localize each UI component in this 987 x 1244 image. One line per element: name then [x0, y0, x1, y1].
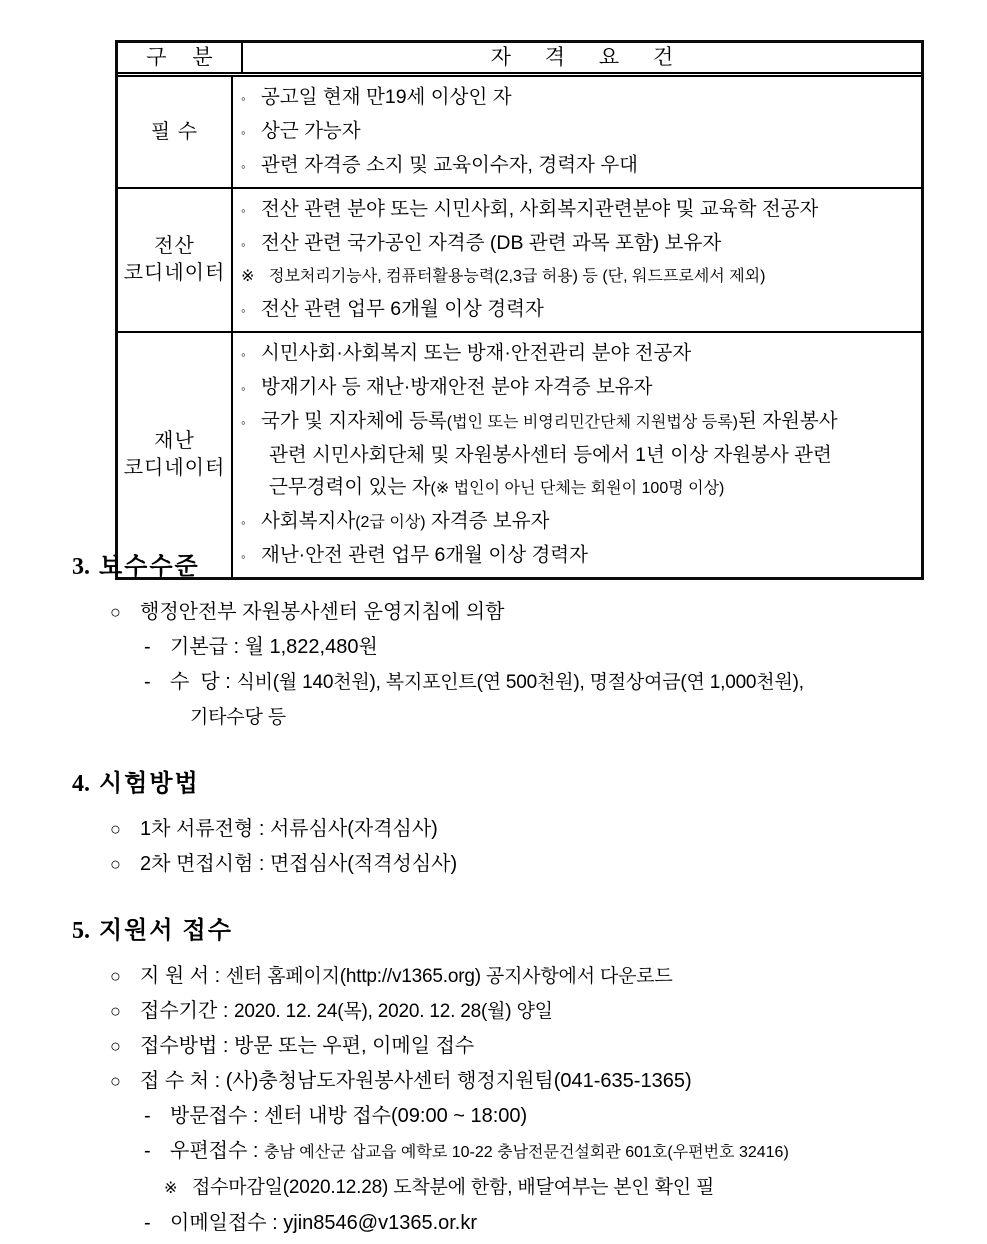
text-line [241, 293, 919, 327]
dash-marker: - [144, 1212, 151, 1234]
column-header-category: 구 분 [118, 43, 243, 72]
section-title: 지원서 접수 [99, 918, 233, 944]
section-number: 5. [72, 918, 90, 944]
text-run: 방문접수 : 센터 내방 접수(09:00 ~ 18:00) [170, 1105, 528, 1127]
row-label [118, 77, 233, 187]
text-line [72, 1029, 942, 1064]
circle-marker: ○ [110, 966, 121, 986]
text-run: 2차 면접시험 : 면접심사(적격성심사) [140, 853, 458, 875]
bullet-icon: ◦ [241, 159, 246, 174]
row-content [233, 189, 921, 331]
text-run: 된 자원봉사 [738, 410, 838, 432]
bullet-icon: ◦ [241, 515, 246, 530]
text-run: 1차 서류전형 : 서류심사(자격심사) [140, 818, 438, 840]
section-number: 4. [72, 771, 90, 797]
bullet-icon: ◦ [241, 549, 246, 564]
text-run: 재난·안전 관련 업무 6개월 이상 경력자 [261, 544, 588, 566]
bullet-icon: ◦ [241, 415, 246, 430]
text-line [72, 630, 942, 665]
section-body [72, 959, 942, 1241]
text-run: 방재기사 등 재난·방재안전 분야 자격증 보유자 [261, 376, 653, 398]
text-run: 접수방법 : 방문 또는 우편, 이메일 접수 [140, 1035, 475, 1057]
text-line [241, 439, 919, 471]
row-content [233, 77, 921, 187]
row-label [118, 333, 233, 577]
text-run: 수 당 : [170, 671, 237, 693]
bullet-icon: ◦ [241, 303, 246, 318]
text-run: 공고일 현재 만19세 이상인 자 [261, 86, 512, 108]
text-run: 상근 가능자 [261, 120, 361, 142]
text-line [72, 1099, 942, 1134]
text-run: 국가 및 지자체에 등록 [261, 410, 447, 432]
text-run: 이메일접수 : yjin8546@v1365.or.kr [170, 1212, 478, 1234]
text-run: 식비(월 140천원), 복지포인트(연 500천원), 명절상여금(연 1,000천원), [236, 672, 804, 693]
circle-marker: ○ [110, 1036, 121, 1056]
bullet-icon: ◦ [241, 381, 246, 396]
row-label-line: 재난 [154, 430, 195, 452]
table-row [118, 333, 921, 577]
table-body [118, 77, 921, 577]
text-run: 2020. 12. 24(목), 2020. 12. 28(월) 양일 [233, 1001, 553, 1022]
section-heading [72, 769, 942, 799]
text-run: 전산 관련 업무 6개월 이상 경력자 [261, 298, 544, 320]
text-run: (법인 또는 비영리민간단체 지원법상 등록) [446, 414, 738, 431]
section-application [72, 916, 942, 1241]
row-label-line: 코디네이터 [123, 262, 226, 284]
text-run: 접수기간 : [140, 1000, 234, 1022]
text-line [241, 261, 919, 293]
row-content [233, 333, 921, 577]
text-run: 충남 예산군 삽교읍 예학로 10-22 충남전문건설회관 601호(우편번호 32416) [263, 1144, 789, 1161]
section-body [72, 595, 942, 735]
section-salary [72, 552, 942, 735]
text-run: 우편접수 : [170, 1140, 264, 1162]
circle-marker: ○ [110, 602, 121, 622]
bullet-icon: ◦ [241, 237, 246, 252]
section-title: 보수수준 [99, 554, 200, 580]
text-line [72, 1134, 942, 1170]
section-title: 시험방법 [99, 771, 200, 797]
bullet-icon: ◦ [241, 347, 246, 362]
text-line [241, 371, 919, 405]
text-line [72, 959, 942, 994]
text-line [72, 812, 942, 847]
reference-mark-icon: ※ [241, 268, 255, 285]
text-run: 전산 관련 국가공인 자격증 (DB 관련 과목 포함) 보유자 [261, 232, 722, 254]
bullet-icon: ◦ [241, 125, 246, 140]
text-run: 지 원 서 : [140, 965, 226, 987]
table-row [118, 77, 921, 189]
text-line [241, 337, 919, 371]
table-header-row [118, 43, 921, 77]
text-run: 관련 시민사회단체 및 자원봉사센터 등에서 1년 이상 자원봉사 관련 [269, 444, 832, 466]
dash-marker: - [144, 671, 151, 693]
bullet-icon: ◦ [241, 91, 246, 106]
column-header-requirements: 자 격 요 건 [490, 46, 688, 69]
dash-marker: - [144, 1105, 151, 1127]
text-run: 접수마감일(2020.12.28) 도착분에 한함, 배달여부는 본인 확인 필 [192, 1177, 715, 1198]
text-line [241, 471, 919, 505]
text-run: (※ 법인이 아닌 단체는 회원이 100명 이상) [430, 480, 725, 497]
text-line [241, 149, 919, 183]
section-exam-method [72, 769, 942, 882]
text-line [72, 1170, 942, 1206]
text-run: 행정안전부 자원봉사센터 운영지침에 의함 [140, 601, 505, 623]
text-line [72, 994, 942, 1029]
reference-mark-icon: ※ [164, 1180, 178, 1197]
table-row [118, 189, 921, 333]
text-run: 센터 홈페이지(http://v1365.org) 공지사항에서 다운로드 [225, 966, 673, 987]
circle-marker: ○ [110, 1071, 121, 1091]
dash-marker: - [144, 1140, 151, 1162]
section-body [72, 812, 942, 882]
dash-marker: - [144, 636, 151, 658]
row-label-line: 코디네이터 [123, 457, 226, 479]
text-run: 기타수당 등 [190, 707, 286, 728]
text-run: 근무경력이 있는 자 [269, 476, 431, 498]
text-run: (2급 이상) [355, 514, 426, 531]
text-run: 정보처리기능사, 컴퓨터활용능력(2,3급 허용) 등 (단, 워드프로세서 제외) [269, 268, 766, 285]
text-run: 기본급 : 월 1,822,480원 [170, 636, 378, 658]
section-heading [72, 916, 942, 946]
text-run: 관련 자격증 소지 및 교육이수자, 경력자 우대 [261, 154, 638, 176]
text-line [241, 505, 919, 539]
document-sections [72, 552, 942, 1241]
circle-marker: ○ [110, 1001, 121, 1021]
circle-marker: ○ [110, 854, 121, 874]
text-line [72, 665, 942, 700]
text-line [241, 81, 919, 115]
text-line [72, 700, 942, 735]
row-label-line: 전산 [154, 235, 195, 257]
row-label-line: 필 수 [150, 120, 199, 143]
text-line [241, 227, 919, 261]
section-number: 3. [72, 554, 90, 580]
text-line [241, 193, 919, 227]
qualification-table [115, 40, 924, 580]
section-heading [72, 552, 942, 582]
bullet-icon: ◦ [241, 203, 246, 218]
text-line [72, 595, 942, 630]
text-run: 전산 관련 분야 또는 시민사회, 사회복지관련분야 및 교육학 전공자 [261, 198, 819, 220]
text-run: 자격증 보유자 [425, 510, 550, 532]
text-run: 시민사회·사회복지 또는 방재·안전관리 분야 전공자 [261, 342, 692, 364]
text-line [72, 1064, 942, 1099]
text-line [241, 405, 919, 439]
text-line [241, 115, 919, 149]
text-run: 접 수 처 : (사)충청남도자원봉사센터 행정지원팀(041-635-1365) [140, 1070, 692, 1092]
text-line [72, 1206, 942, 1241]
text-run: 사회복지사 [261, 510, 356, 532]
row-label [118, 189, 233, 331]
circle-marker: ○ [110, 819, 121, 839]
text-line [72, 847, 942, 882]
